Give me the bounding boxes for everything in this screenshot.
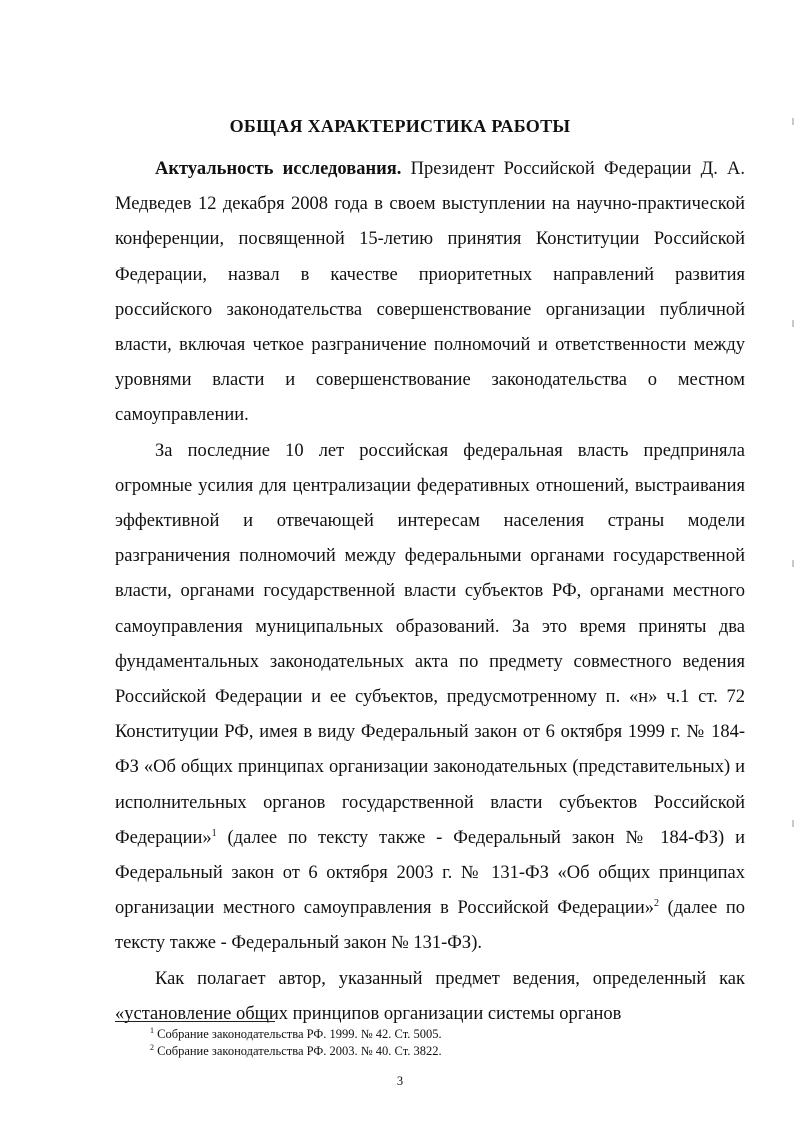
- footnote-separator: [115, 1021, 275, 1022]
- scan-edge-mark: [792, 820, 794, 827]
- page-number: 3: [396, 1074, 404, 1088]
- footnotes: [150, 1026, 442, 1060]
- footnote-1-text: Собрание законодательства РФ. 1999. № 42. Ст. 5005.: [154, 1027, 442, 1041]
- footnote-2-text: Собрание законодательства РФ. 2003. № 40. Ст. 3822.: [154, 1044, 442, 1058]
- scan-edge-mark: [792, 560, 794, 567]
- paragraph-3: Как полагает автор, указанный предмет ведения, определенный как «установление общих принципов организации системы органов: [115, 968, 745, 1024]
- paragraph-2-text-c: (далее по тексту также - Федеральный закон № 131-ФЗ).: [115, 898, 745, 954]
- paragraph-1: [115, 152, 745, 434]
- footnote-2: [150, 1043, 442, 1060]
- footnote-2-number: 2: [150, 1042, 154, 1052]
- footnote-1-number: 1: [150, 1025, 154, 1035]
- page-heading: ОБЩАЯ ХАРАКТЕРИСТИКА РАБОТЫ: [229, 116, 571, 136]
- footnote-1: [150, 1026, 442, 1043]
- scan-edge-mark: [792, 118, 794, 125]
- lead-phrase: Актуальность исследования.: [155, 159, 402, 179]
- footnote-ref-2[interactable]: 2: [653, 898, 659, 910]
- body-text: [115, 152, 745, 1032]
- scan-edge-mark: [792, 320, 794, 327]
- paragraph-2-text-a: За последние 10 лет российская федеральная власть предприняла огромные усилия для централизации федеративных отношений, выстраивания эффективной и отвечающей интересам населения страны модели разграничения полномочий между федеральными органами государственной власти, органами государственной власти субъектов РФ, органами местного самоуправления муниципальных образований. За это время приняты два фундаментальных законодательных акта по предмету совместного ведения Российской Федерации и ее субъектов, предусмотренному п. «н» ч.1 ст. 72 Конституции РФ, имея в виду Федеральный закон от 6 октября 1999 г. № 184-ФЗ «Об общих принципах организации законодательных (представительных) и исполнительных органов государственной власти субъектов Российской Федерации»: [115, 440, 745, 848]
- footnote-ref-1[interactable]: 1: [211, 827, 217, 839]
- paragraph-1-text: Президент Российской Федерации Д. А. Медведев 12 декабря 2008 года в своем выступлении на научно-практической конференции, посвященной 15-летию принятия Конституции Российской Федерации, назвал в качестве приоритетных направлений развития российского законодательства совершенствование организации публичной власти, включая четкое разграничение полномочий и ответственности между уровнями власти и совершенствование законодательства о местном самоуправлении.: [115, 159, 746, 426]
- paragraph-2: [115, 434, 745, 962]
- paragraph-2-text-b: (далее по тексту также - Федеральный закон № 184-ФЗ) и Федеральный закон от 6 октября 2003 г. № 131-ФЗ «Об общих принципах организации местного самоуправления в Российской Федерации»: [115, 827, 745, 919]
